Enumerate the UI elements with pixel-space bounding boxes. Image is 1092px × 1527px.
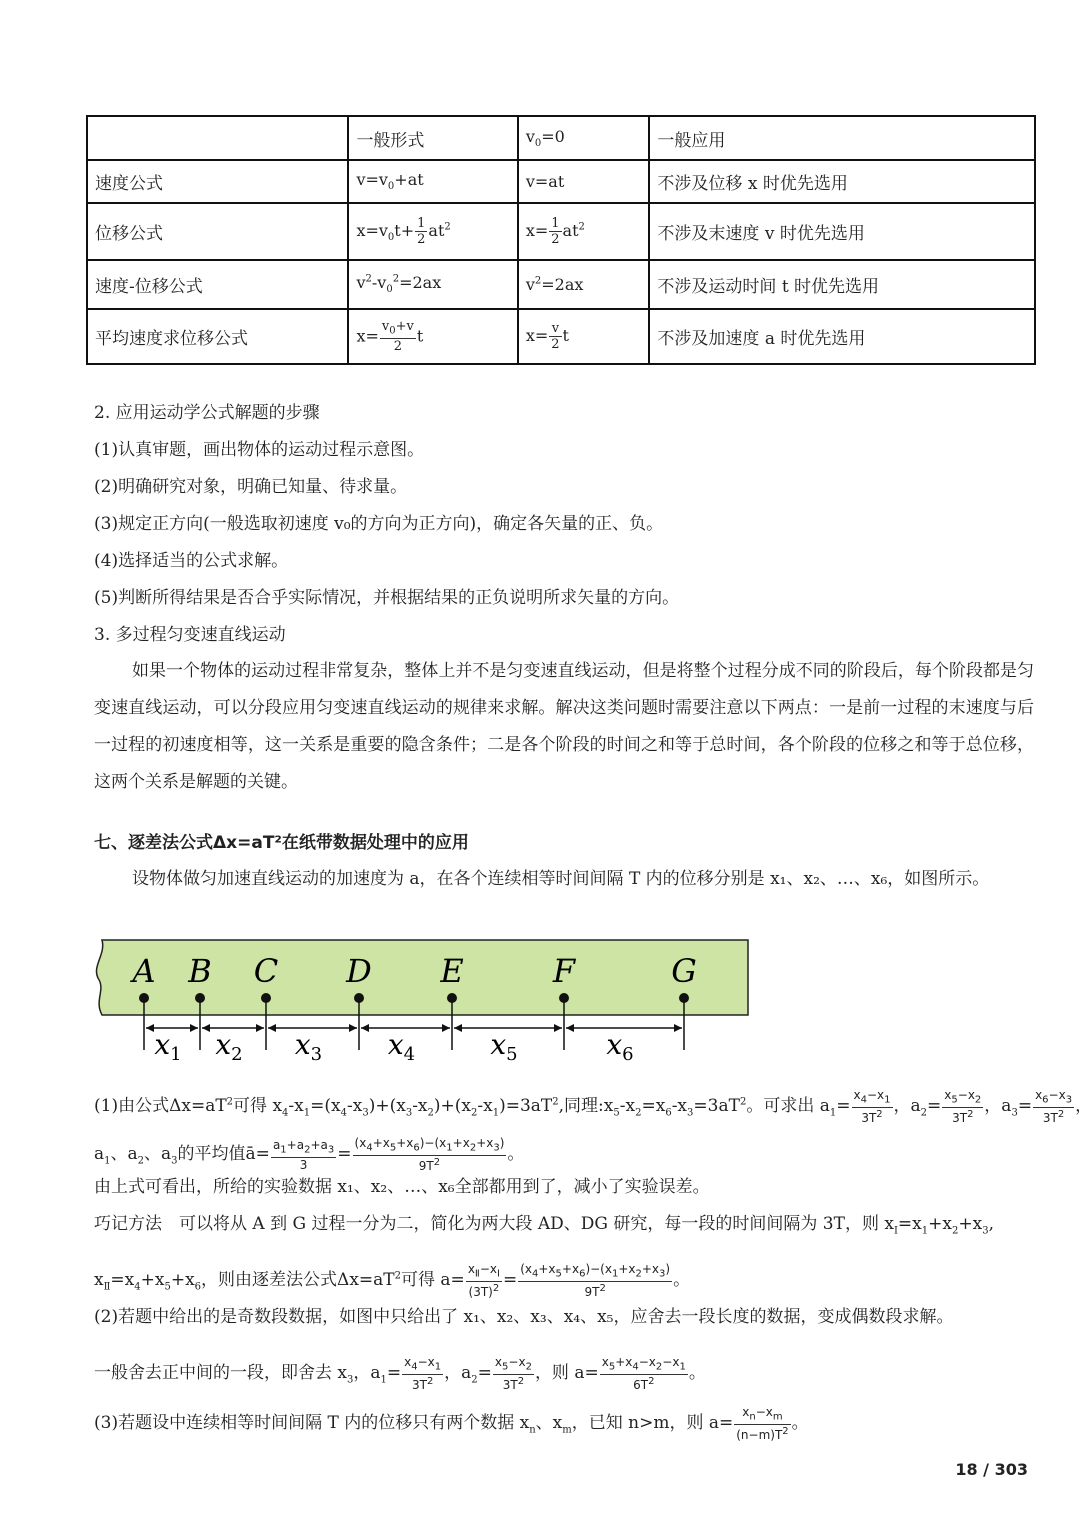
- arrow-head: [674, 1024, 682, 1032]
- arrow-head: [566, 1024, 574, 1032]
- segment-label: $x_4$: [387, 1028, 416, 1065]
- formula-zero: $v^2=2ax$: [518, 260, 650, 309]
- multi-paragraph: 如果一个物体的运动过程非常复杂，整体上并不是匀变速直线运动，但是将整个过程分成不同的阶段后，每个阶段都是匀变速直线运动，可以分段应用匀变速直线运动的规律来求解。解决这类问题时需要注意以下两点：一是前一过程的末速度与后一过程的初速度相等，这一关系是重要的隐含条件；二是各个阶段的时间之和等于总时间，各个阶段的位移之和等于总位移，这两个关系是解题的关键。: [94, 661, 1034, 792]
- step-item: (4)选择适当的公式求解。: [94, 551, 289, 571]
- formula-general: x= $\frac{v_0+v}{2}$ t: [348, 309, 517, 364]
- table-row: [87, 203, 1035, 260]
- derivation-line-4: 巧记方法 可以将从 A 到 G 过程一分为二，简化为两大段 AD、DG 研究，每一段的时间间隔为 3T，则 $x_Ⅰ=x_1+x_2+x_3$,: [94, 1214, 994, 1237]
- table-header-zero: $v_0=0$: [518, 116, 650, 160]
- table-header-use: 一般应用: [649, 116, 1035, 160]
- arrow-head: [442, 1024, 450, 1032]
- row-name: 速度-位移公式: [87, 260, 348, 309]
- step-item: (5)判断所得结果是否合乎实际情况，并根据结果的正负说明所求矢量的方向。: [94, 588, 680, 608]
- page-number: 18 / 303: [955, 1460, 1028, 1479]
- table-cell: [87, 116, 348, 160]
- row-use: 不涉及运动时间 t 时优先选用: [649, 260, 1035, 309]
- derivation-line-7: 一般舍去正中间的一段，即舍去 $x_3$，$a_1=$ $\frac{x_4-x_1}{3T^2}$ ，$a_2=$ $\frac{x_5-x_2}{3T^2}$ ，则 a= $\frac{x_5+x_4-x_2-x_1}{6T^2}$ 。: [94, 1355, 706, 1393]
- paper-tape-diagram: [92, 940, 752, 1070]
- derivation-line-5: $x_Ⅱ=x_4+x_5+x_6$，则由逐差法公式$\Delta x=aT^2$可得 a= $\frac{x_Ⅱ-x_Ⅰ}{(3T)^2}$ = $\frac{(x_4+x_5+x_6)-(x_1+x_2+x_3)}{9T^2}$ 。: [94, 1262, 691, 1300]
- step-item: (3)规定正方向(一般选取初速度 v₀的方向为正方向)，确定各矢量的正、负。: [94, 514, 664, 534]
- formula-zero: x= $\frac{v}{2}$ t: [518, 309, 650, 364]
- tape-point-dot: [679, 993, 689, 1003]
- tape-point-label: F: [552, 952, 576, 990]
- formula-table: [86, 115, 1036, 365]
- row-name: 位移公式: [87, 203, 348, 260]
- tape-point-label: D: [346, 952, 372, 990]
- derivation-line-3: 由上式可看出，所给的实验数据 x₁、x₂、…、x₆全部都用到了，减小了实验误差。: [94, 1177, 710, 1197]
- derivation-line-2: $a_1$、$a_2$、$a_3$的平均值ā= $\frac{a_1+a_2+a_3}{3}$ = $\frac{(x_4+x_5+x_6)-(x_1+x_2+x_3)}{9T^2}$ 。: [94, 1136, 525, 1174]
- step-item: (2)明确研究对象，明确已知量、待求量。: [94, 477, 408, 497]
- segment-label: $x_3$: [294, 1028, 323, 1065]
- segment-label: $x_1$: [154, 1028, 182, 1065]
- step-item: (1)认真审题，画出物体的运动过程示意图。: [94, 440, 425, 460]
- arrow-head: [454, 1024, 462, 1032]
- tape-point-label: B: [188, 952, 212, 990]
- table-header-row: [87, 116, 1035, 160]
- arrow-head: [146, 1024, 154, 1032]
- segment-label: $x_2$: [215, 1028, 243, 1065]
- segment-label: $x_6$: [606, 1028, 634, 1065]
- tape-point-dot: [195, 993, 205, 1003]
- derivation-line-8: (3)若题设中连续相等时间间隔 T 内的位移只有两个数据 $x_n$、$x_m$，已知 n>m，则 a= $\frac{x_n-x_m}{(n-m)T^2}$ 。: [94, 1405, 809, 1443]
- formula-zero: x= $\frac{1}{2}$ $at^2$: [518, 203, 650, 260]
- tape-point-label: G: [671, 952, 697, 990]
- segment-label: $x_5$: [490, 1028, 518, 1065]
- row-name: 平均速度求位移公式: [87, 309, 348, 364]
- arrow-head: [202, 1024, 210, 1032]
- tape-point-dot: [261, 993, 271, 1003]
- formula-general: $x=v_0t+$ $\frac{1}{2}$ $at^2$: [348, 203, 517, 260]
- table-row: [87, 309, 1035, 364]
- tape-point-dot: [559, 993, 569, 1003]
- derivation-line-1: (1)由公式$\Delta x=aT^2$可得 $x_4-x_1=(x_4-x_3)+(x_3-x_2)+(x_2-x_1)=3aT^2$,同理$:x_5-x_2=x_6-x_3=3aT^2$。可求出 $a_1=$ $\frac{x_4-x_1}{3T^2}$ ，$a_2=$ $\frac{x_5-x_2}{3T^2}$ ，$a_3=$ $\frac{x_6-x_3}{3T^2}$ ，: [94, 1088, 1092, 1126]
- row-name: 速度公式: [87, 160, 348, 203]
- arrow-head: [349, 1024, 357, 1032]
- section-title: 七、逐差法公式Δx=aT²在纸带数据处理中的应用: [94, 833, 469, 853]
- row-use: 不涉及末速度 v 时优先选用: [649, 203, 1035, 260]
- arrow-head: [190, 1024, 198, 1032]
- multi-title: 3. 多过程匀变速直线运动: [94, 625, 286, 645]
- derivation-line-6: (2)若题中给出的是奇数段数据，如图中只给出了 x₁、x₂、x₃、x₄、x₅，应舍去一段长度的数据，变成偶数段求解。: [94, 1307, 954, 1327]
- tape-point-dot: [139, 993, 149, 1003]
- arrow-head: [554, 1024, 562, 1032]
- table-row: [87, 260, 1035, 309]
- tape-point-label: C: [253, 952, 279, 990]
- tape-point-dot: [447, 993, 457, 1003]
- table-row: [87, 160, 1035, 203]
- section-intro: 设物体做匀加速直线运动的加速度为 a，在各个连续相等时间间隔 T 内的位移分别是 x₁、x₂、…、x₆，如图所示。: [132, 869, 990, 889]
- steps-title: 2. 应用运动学公式解题的步骤: [94, 403, 320, 423]
- formula-general: $v^2-v_0^2=2ax$: [348, 260, 517, 309]
- table-header-general: 一般形式: [348, 116, 517, 160]
- tape-point-dot: [354, 993, 364, 1003]
- row-use: 不涉及位移 x 时优先选用: [649, 160, 1035, 203]
- formula-zero: v=at: [518, 160, 650, 203]
- arrow-head: [268, 1024, 276, 1032]
- row-use: 不涉及加速度 a 时优先选用: [649, 309, 1035, 364]
- tape-point-label: E: [440, 952, 464, 990]
- arrow-head: [361, 1024, 369, 1032]
- arrow-head: [256, 1024, 264, 1032]
- tape-point-label: A: [132, 952, 156, 990]
- formula-general: $v=v_0+at$: [348, 160, 517, 203]
